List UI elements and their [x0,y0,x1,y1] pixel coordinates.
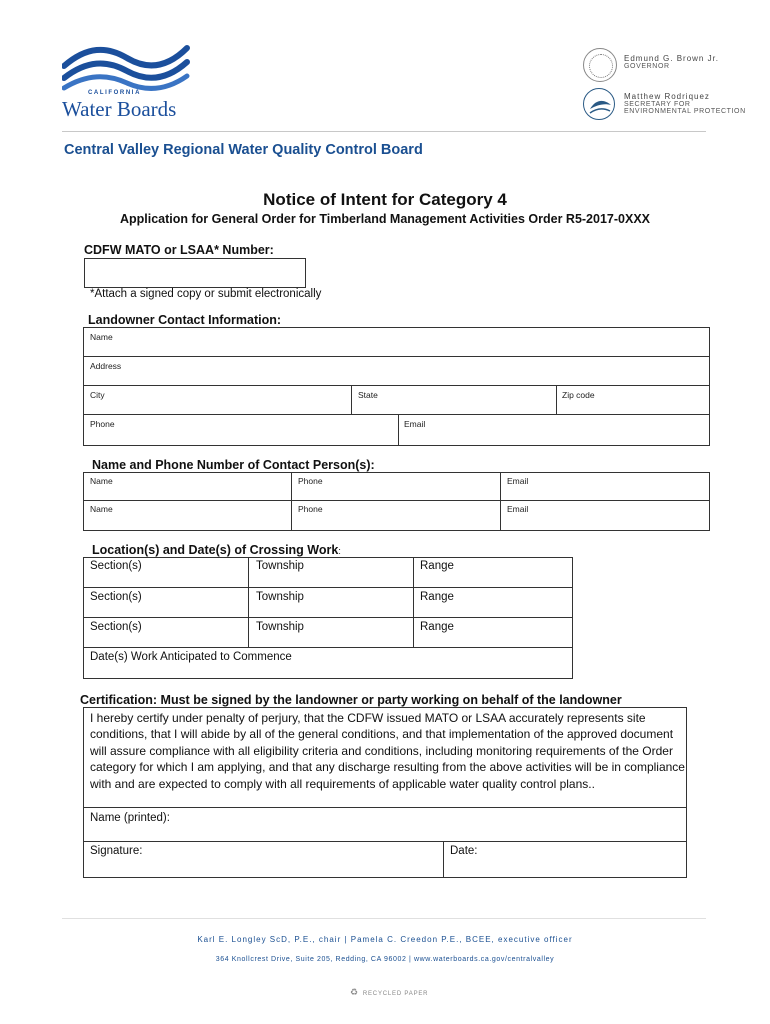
state-seal-icon [583,48,617,82]
logo-state: CALIFORNIA [88,90,141,96]
water-boards-logo [62,44,192,124]
signature-field[interactable]: Signature: [90,845,143,857]
footer-divider [62,918,706,919]
crossing-2-range-field[interactable]: Range [420,591,454,603]
footer-officers: Karl E. Longley ScD, P.E., chair | Pamela C. Creedon P.E., BCEE, executive officer [197,935,573,944]
contact-2-email-field[interactable]: Email [507,504,529,514]
calepa-seal-icon [583,88,615,120]
contact-1-phone-field[interactable]: Phone [298,476,323,486]
contact-2-phone-field[interactable]: Phone [298,504,323,514]
cdfw-label: CDFW MATO or LSAA* Number: [84,243,274,257]
divider [413,557,414,647]
divider [248,557,249,647]
landowner-email-field[interactable]: Email [404,419,426,429]
secretary-name: Matthew Rodriquez [624,92,710,101]
divider [443,841,444,878]
divider [83,587,573,588]
crossing-3-section-field[interactable]: Section(s) [90,621,142,633]
contacts-table [83,472,710,531]
crossing-2-section-field[interactable]: Section(s) [90,591,142,603]
crossing-3-range-field[interactable]: Range [420,621,454,633]
landowner-city-field[interactable]: City [90,390,105,400]
divider [556,385,557,414]
footer-address: 364 Knollcrest Drive, Suite 205, Redding, CA 96002 | www.waterboards.ca.gov/centralvalley [215,956,555,963]
recycled-paper-text: RECYCLED PAPER [362,991,429,997]
crossing-1-range-field[interactable]: Range [420,560,454,572]
landowner-zip-field[interactable]: Zip code [562,390,595,400]
date-field[interactable]: Date: [450,845,478,857]
divider [351,385,352,414]
secretary-title-1: SECRETARY FOR [624,101,691,108]
crossing-label [92,543,341,557]
header-divider [62,131,706,132]
divider [500,472,501,531]
divider [83,356,710,357]
work-start-date-field[interactable]: Date(s) Work Anticipated to Commence [90,651,292,663]
divider [83,500,710,501]
contacts-label: Name and Phone Number of Contact Person(s): [92,458,375,472]
landowner-table [83,327,710,446]
certification-label: Certification: Must be signed by the landowner or party working on behalf of the landowner [80,693,622,707]
landowner-state-field[interactable]: State [358,390,378,400]
page-title: Notice of Intent for Category 4 [263,190,507,209]
crossing-label-colon: : [338,546,341,556]
crossing-1-township-field[interactable]: Township [256,560,304,572]
landowner-name-field[interactable]: Name [90,332,113,342]
certification-text: I hereby certify under penalty of perjury, that the CDFW issued MATO or LSAA accurately represents site conditions, that I will abide by all of the general conditions, and that implementation of the approved document will assure compliance with all eligibility criteria and conditions, including monitoring requirements of the Order category for which I am applying, and that any discharge resulting from the above activities will be in compliance with and are expected to comply with all requirements of applicable water quality control plans.. [90,711,685,791]
crossing-label-text: Location(s) and Date(s) of Crossing Work [92,543,339,557]
board-name: Central Valley Regional Water Quality Control Board [64,142,423,158]
page-subtitle: Application for General Order for Timberland Management Activities Order R5-2017-0XXX [119,212,650,226]
divider [83,841,687,842]
crossing-3-township-field[interactable]: Township [256,621,304,633]
crossing-1-section-field[interactable]: Section(s) [90,560,142,572]
governor-block [624,54,719,70]
divider [83,647,573,648]
landowner-address-field[interactable]: Address [90,361,122,371]
cdfw-note: *Attach a signed copy or submit electronically [90,288,322,300]
contact-2-name-field[interactable]: Name [90,504,113,514]
recycle-icon: ♻ [350,987,359,997]
crossing-2-township-field[interactable]: Township [256,591,304,603]
waves-icon [62,44,192,92]
divider [83,385,710,386]
secretary-title-2: ENVIRONMENTAL PROTECTION [624,108,746,115]
divider [83,807,687,808]
governor-title: GOVERNOR [624,63,670,70]
name-printed-field[interactable]: Name (printed): [90,812,170,824]
recycled-paper-note [350,987,428,998]
landowner-label: Landowner Contact Information: [88,313,282,327]
contact-1-email-field[interactable]: Email [507,476,529,486]
logo-name: Water Boards [62,97,177,121]
cdfw-number-field[interactable] [84,258,306,288]
divider [398,414,399,446]
contact-1-name-field[interactable]: Name [90,476,113,486]
divider [83,617,573,618]
divider [291,472,292,531]
divider [83,414,710,415]
secretary-block [624,92,746,115]
governor-name: Edmund G. Brown Jr. [624,54,720,63]
landowner-phone-field[interactable]: Phone [90,419,115,429]
